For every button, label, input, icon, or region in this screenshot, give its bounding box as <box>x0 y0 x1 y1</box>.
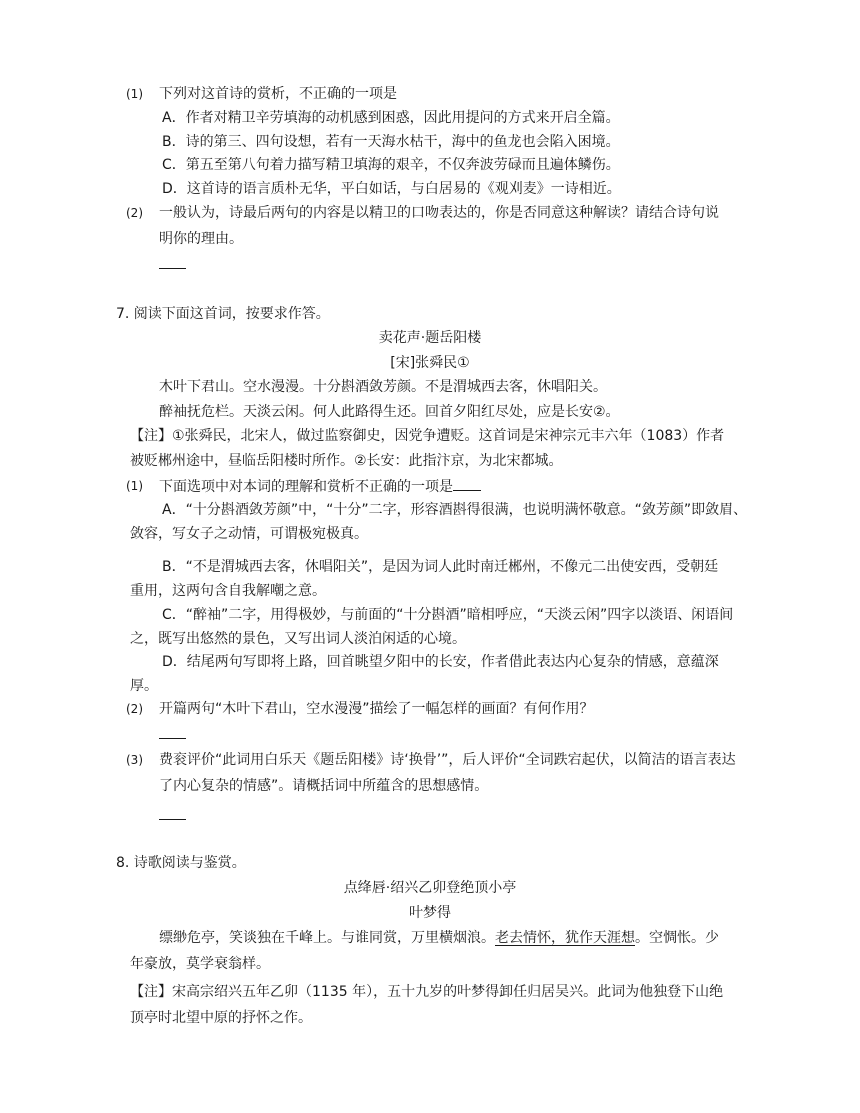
q6-sub2-line1: 一般认为，诗最后两句的内容是以精卫的口吻表达的，你是否同意这种解读？请结合诗句说 <box>159 205 719 221</box>
q7-option-d-line1: D．结尾两句写即将上路，回首眺望夕阳中的长安，作者借此表达内心复杂的情感，意蕴深 <box>162 654 719 670</box>
q6-sub1-stem: 下列对这首诗的赏析，不正确的一项是 <box>159 86 397 102</box>
q7-option-c-line2: 之，既写出悠然的景色，又写出词人淡泊闲适的心境。 <box>130 631 466 647</box>
q7-poem-title: 卖花声·题岳阳楼 <box>378 330 482 346</box>
q6-sub2-number: (2) <box>126 206 143 220</box>
q7-sub2-line1: 开篇两句“木叶下君山，空水漫漫”描绘了一幅怎样的画面？有何作用？ <box>159 701 594 717</box>
q8-header: 8. 诗歌阅读与鉴赏。 <box>116 855 246 871</box>
q7-poem-author: [宋]张舜民① <box>390 355 470 371</box>
q7-option-a-line1: A．“十分斟酒敛芳颜”中，“十分”二字，形容酒斟得很满，也说明满怀敬意。“敛芳颜”即敛眉、 <box>162 502 748 518</box>
q7-poem-line1: 木叶下君山。空水漫漫。十分斟酒敛芳颜。不是渭城西去客，休唱阳关。 <box>159 379 607 395</box>
q7-note-line2: 被贬郴州途中，昼临岳阳楼时所作。②长安：此指汴京，为北宋都城。 <box>130 453 563 469</box>
q8-poem-author: 叶梦得 <box>409 905 451 921</box>
q7-poem-line2: 醉袖抚危栏。天淡云闲。何人此路得生还。回首夕阳红尽处，应是长安②。 <box>159 404 620 420</box>
q7-sub2-answer-blank[interactable] <box>159 738 186 739</box>
q7-option-b-line2: 重用，这两句含自我解嘲之意。 <box>130 583 326 599</box>
q8-poem-title: 点绛唇·绍兴乙卯登绝顶小亭 <box>343 880 517 896</box>
q8-note-line2: 顶亭时北望中原的抒怀之作。 <box>130 1010 312 1026</box>
q6-option-b: B．诗的第三、四句设想，若有一天海水枯干，海中的鱼龙也会陷入困境。 <box>162 134 620 150</box>
q7-sub2-number: (2) <box>126 702 143 716</box>
q7-header: 7. 阅读下面这首词，按要求作答。 <box>116 306 330 322</box>
q7-sub1-answer-blank[interactable] <box>453 476 481 491</box>
q6-option-d: D．这首诗的语言质朴无华，平白如话，与白居易的《观刈麦》一诗相近。 <box>162 181 621 197</box>
q7-note-line1: 【注】①张舜民，北宋人，做过监察御史，因党争遭贬。这首词是宋神宗元丰六年（1083）作者 <box>130 428 725 444</box>
q7-option-b-line1: B．“不是渭城西去客，休唱阳关”，是因为词人此时南迁郴州，不像元二出使安西，受朝廷 <box>162 559 719 575</box>
q6-sub2-answer-blank[interactable] <box>159 268 186 269</box>
q7-sub3-number: (3) <box>126 753 143 767</box>
q7-option-c-line1: C．“醉袖”二字，用得极妙，与前面的“十分斟酒”暗相呼应，“天淡云闲”四字以淡语、闲语间 <box>162 607 734 623</box>
q6-sub2-line2: 明你的理由。 <box>159 231 243 247</box>
q8-underlined-phrase: 老去情怀，犹作天涯想 <box>495 930 635 946</box>
q6-option-a: A．作者对精卫辛劳填海的动机感到困惑，因此用提问的方式来开启全篇。 <box>162 110 620 126</box>
q7-sub3-answer-blank[interactable] <box>159 819 186 820</box>
q7-option-a-line2: 敛容，写女子之动情，可谓极宛极真。 <box>130 526 368 542</box>
q8-poem-line2: 年豪放，莫学衰翁样。 <box>130 956 270 972</box>
q7-option-d-line2: 厚。 <box>130 678 158 694</box>
q8-note-line1: 【注】宋高宗绍兴五年乙卯（1135 年），五十九岁的叶梦得卸任归居吴兴。此词为他独登下山绝 <box>130 984 724 1000</box>
q7-sub1-number: (1) <box>126 479 143 493</box>
q7-sub3-line2: 了内心复杂的情感”。请概括词中所蕴含的思想感情。 <box>159 778 489 794</box>
q7-sub3-line1: 费衮评价“此词用白乐天《题岳阳楼》诗‘换骨’”，后人评价“全词跌宕起伏，以简洁的语言表达 <box>159 752 736 768</box>
q6-sub1-number: (1) <box>126 87 143 101</box>
q7-sub1-stem: 下面选项中对本词的理解和赏析不正确的一项是 <box>159 476 481 497</box>
q8-poem-line1: 缥缈危亭，笑谈独在千峰上。与谁同赏，万里横烟浪。老去情怀，犹作天涯想。空惆怅。少 <box>159 930 719 946</box>
q6-option-c: C．第五至第八句着力描写精卫填海的艰辛，不仅奔波劳碌而且遍体鳞伤。 <box>162 157 620 173</box>
